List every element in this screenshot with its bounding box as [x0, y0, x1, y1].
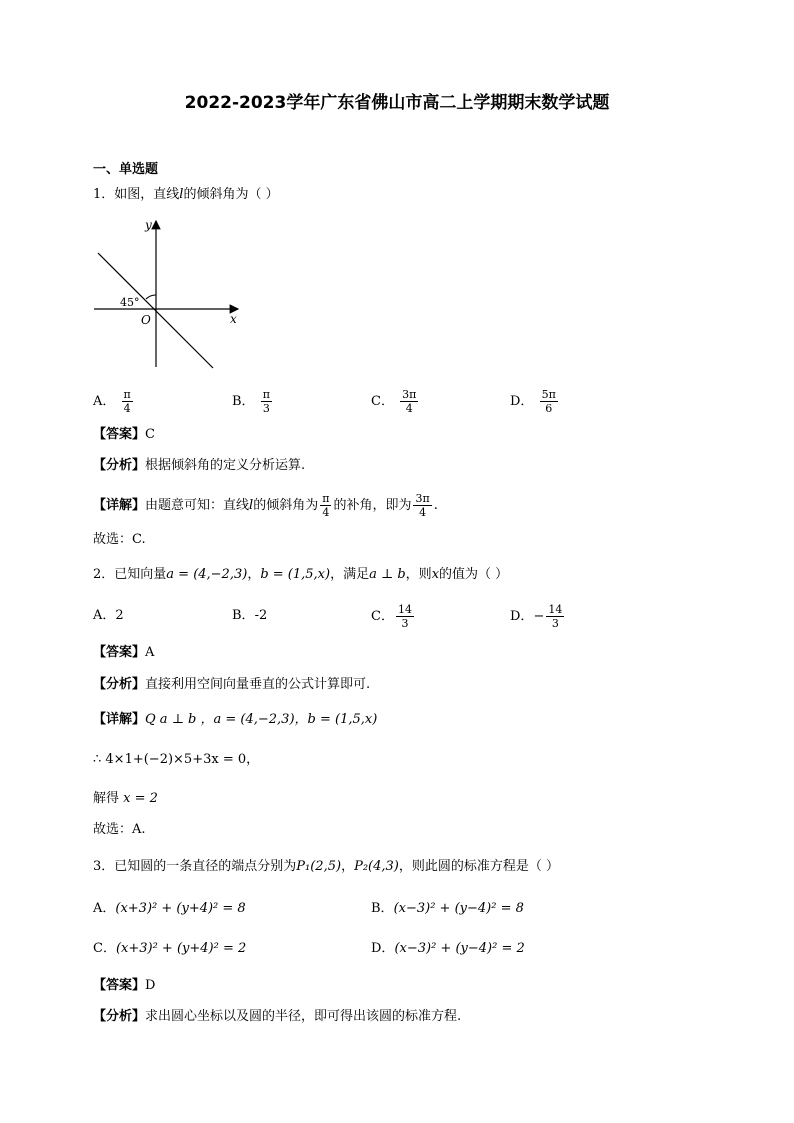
perp-expr: a ⊥ b [369, 567, 406, 582]
vector-a: a = (4,−2,3) [166, 567, 248, 582]
q2-solve [93, 789, 158, 809]
section-heading: 一、单选题 [93, 162, 159, 177]
analysis-text: 求出圆心坐标以及圆的半径，即可得出该圆的标准方程. [145, 1009, 462, 1024]
var-x: x [431, 567, 440, 582]
q3-stem-text: 3．已知圆的一条直径的端点分别为 [93, 859, 297, 874]
frac-num: 3π [402, 388, 417, 401]
q3-stem [93, 857, 559, 877]
option-letter: C． [371, 394, 394, 409]
q2-option-d [510, 603, 566, 630]
q2-tail: ，则 [405, 567, 432, 582]
solve-label: 解得 [93, 791, 120, 806]
frac-den: 4 [322, 506, 330, 519]
option-letter: D． [510, 609, 534, 624]
point-p1: P₁(2,5) [296, 859, 342, 874]
q1-stem [93, 185, 279, 205]
angle-arc [146, 295, 156, 299]
origin-label: O [141, 313, 151, 327]
frac-den: 6 [545, 402, 553, 415]
q2-cond: ，满足 [330, 567, 370, 582]
q1-analysis [93, 456, 305, 476]
option-text: (x−3)² + (y−4)² = 8 [393, 901, 524, 916]
q1-stem-text: 1．如图，直线 [93, 187, 180, 202]
option-fraction [261, 388, 272, 415]
option-letter: B． [232, 394, 255, 409]
y-label: y [145, 218, 152, 232]
q2-option-c [371, 603, 416, 630]
q2-stem-text: 2．已知向量 [93, 567, 167, 582]
option-text: (x+3)² + (y+4)² = 2 [115, 941, 247, 956]
q3-option-d [371, 939, 525, 959]
answer-value: D [145, 978, 156, 993]
frac-den: 4 [405, 402, 413, 415]
q1-stem-text-end: 的倾斜角为（ ） [183, 187, 279, 202]
q2-analysis [93, 675, 370, 695]
vector-b: b = (1,5,x) [260, 567, 331, 582]
q3-option-a [93, 899, 246, 919]
q3-comma: ， [341, 859, 355, 874]
q2-answer [93, 643, 154, 663]
solve-value: x = 2 [123, 791, 158, 806]
option-letter: B． [371, 901, 394, 916]
frac-den: 3 [551, 617, 559, 630]
q1-option-c [371, 388, 420, 415]
frac-den: 3 [401, 617, 409, 630]
point-p2: P₂(4,3) [354, 859, 399, 874]
option-sign: − [533, 609, 545, 624]
option-letter: C． [93, 941, 116, 956]
q1-choose: 故选：C. [93, 532, 146, 547]
answer-value: C [145, 427, 155, 442]
option-letter: A． [93, 901, 116, 916]
answer-tag: 【答案】 [93, 427, 146, 442]
option-fraction [396, 603, 414, 630]
frac-num: π [262, 388, 270, 401]
q2-option-a [93, 606, 124, 626]
option-text: (x−3)² + (y−4)² = 2 [394, 941, 525, 956]
frac-num: 14 [548, 603, 563, 616]
frac-num: π [123, 388, 131, 401]
option-letter: C． [371, 609, 394, 624]
q2-end: 的值为（ ） [439, 567, 509, 582]
frac-num: 3π [415, 492, 430, 505]
option-fraction [546, 603, 564, 630]
frac-num: 14 [397, 603, 412, 616]
option-letter: A． [93, 394, 116, 409]
detail-tag: 【详解】 [93, 712, 146, 727]
analysis-text: 直接利用空间向量垂直的公式计算即可. [145, 677, 371, 692]
detail-text: Q a ⊥ b ，a = (4,−2,3)，b = (1,5,x) [145, 712, 378, 727]
option-fraction [400, 388, 418, 415]
detail-tag: 【详解】 [93, 498, 146, 513]
angle-label: 45° [120, 296, 140, 309]
q1-option-a [93, 388, 135, 415]
q2-calc: ∴ 4×1+(−2)×5+3x = 0， [93, 752, 260, 767]
analysis-tag: 【分析】 [93, 458, 146, 473]
detail-fraction [320, 492, 331, 519]
frac-den: 4 [419, 506, 427, 519]
q1-answer [93, 425, 155, 445]
q3-tail: ，则此圆的标准方程是（ ） [398, 859, 559, 874]
frac-num: π [322, 492, 330, 505]
q1-figure [90, 215, 250, 375]
option-fraction [540, 388, 558, 415]
q3-answer [93, 976, 155, 996]
analysis-tag: 【分析】 [93, 1009, 146, 1024]
q3-analysis [93, 1007, 461, 1027]
q1-option-d [510, 388, 560, 415]
detail-var: l [249, 498, 254, 513]
detail-fraction [413, 492, 431, 519]
q1-detail [93, 492, 438, 519]
x-label: x [230, 312, 237, 326]
q2-detail [93, 710, 377, 730]
option-letter: D． [510, 394, 534, 409]
answer-value: A [145, 645, 155, 660]
q2-choose: 故选：A. [93, 822, 146, 837]
option-letter: A． [93, 608, 116, 623]
option-text: -2 [254, 608, 268, 623]
frac-den: 3 [262, 402, 270, 415]
frac-num: 5π [541, 388, 556, 401]
answer-tag: 【答案】 [93, 645, 146, 660]
option-text: 2 [115, 608, 124, 623]
detail-text: 的补角，即为 [333, 498, 412, 513]
q2-stem: 2．已知向量a = (4,−2,3)，b = (1,5,x)，满足a ⊥ b，则x的值为（ ） [93, 567, 509, 582]
option-letter: B． [232, 608, 255, 623]
detail-text: . [433, 498, 438, 513]
option-text: (x+3)² + (y+4)² = 8 [115, 901, 246, 916]
detail-text: 的倾斜角为 [253, 498, 319, 513]
page-title: 2022-2023学年广东省佛山市高二上学期期末数学试题 [184, 93, 610, 113]
analysis-tag: 【分析】 [93, 677, 146, 692]
option-fraction [122, 388, 133, 415]
q1-option-b [232, 388, 274, 415]
analysis-text: 根据倾斜角的定义分析运算. [145, 458, 306, 473]
frac-den: 4 [123, 402, 131, 415]
detail-text: 由题意可知：直线 [145, 498, 250, 513]
q3-option-c [93, 939, 246, 959]
option-letter: D． [371, 941, 395, 956]
answer-tag: 【答案】 [93, 978, 146, 993]
q2-option-b [232, 606, 267, 626]
q3-option-b [371, 899, 524, 919]
q1-stem-var: l [179, 187, 184, 202]
